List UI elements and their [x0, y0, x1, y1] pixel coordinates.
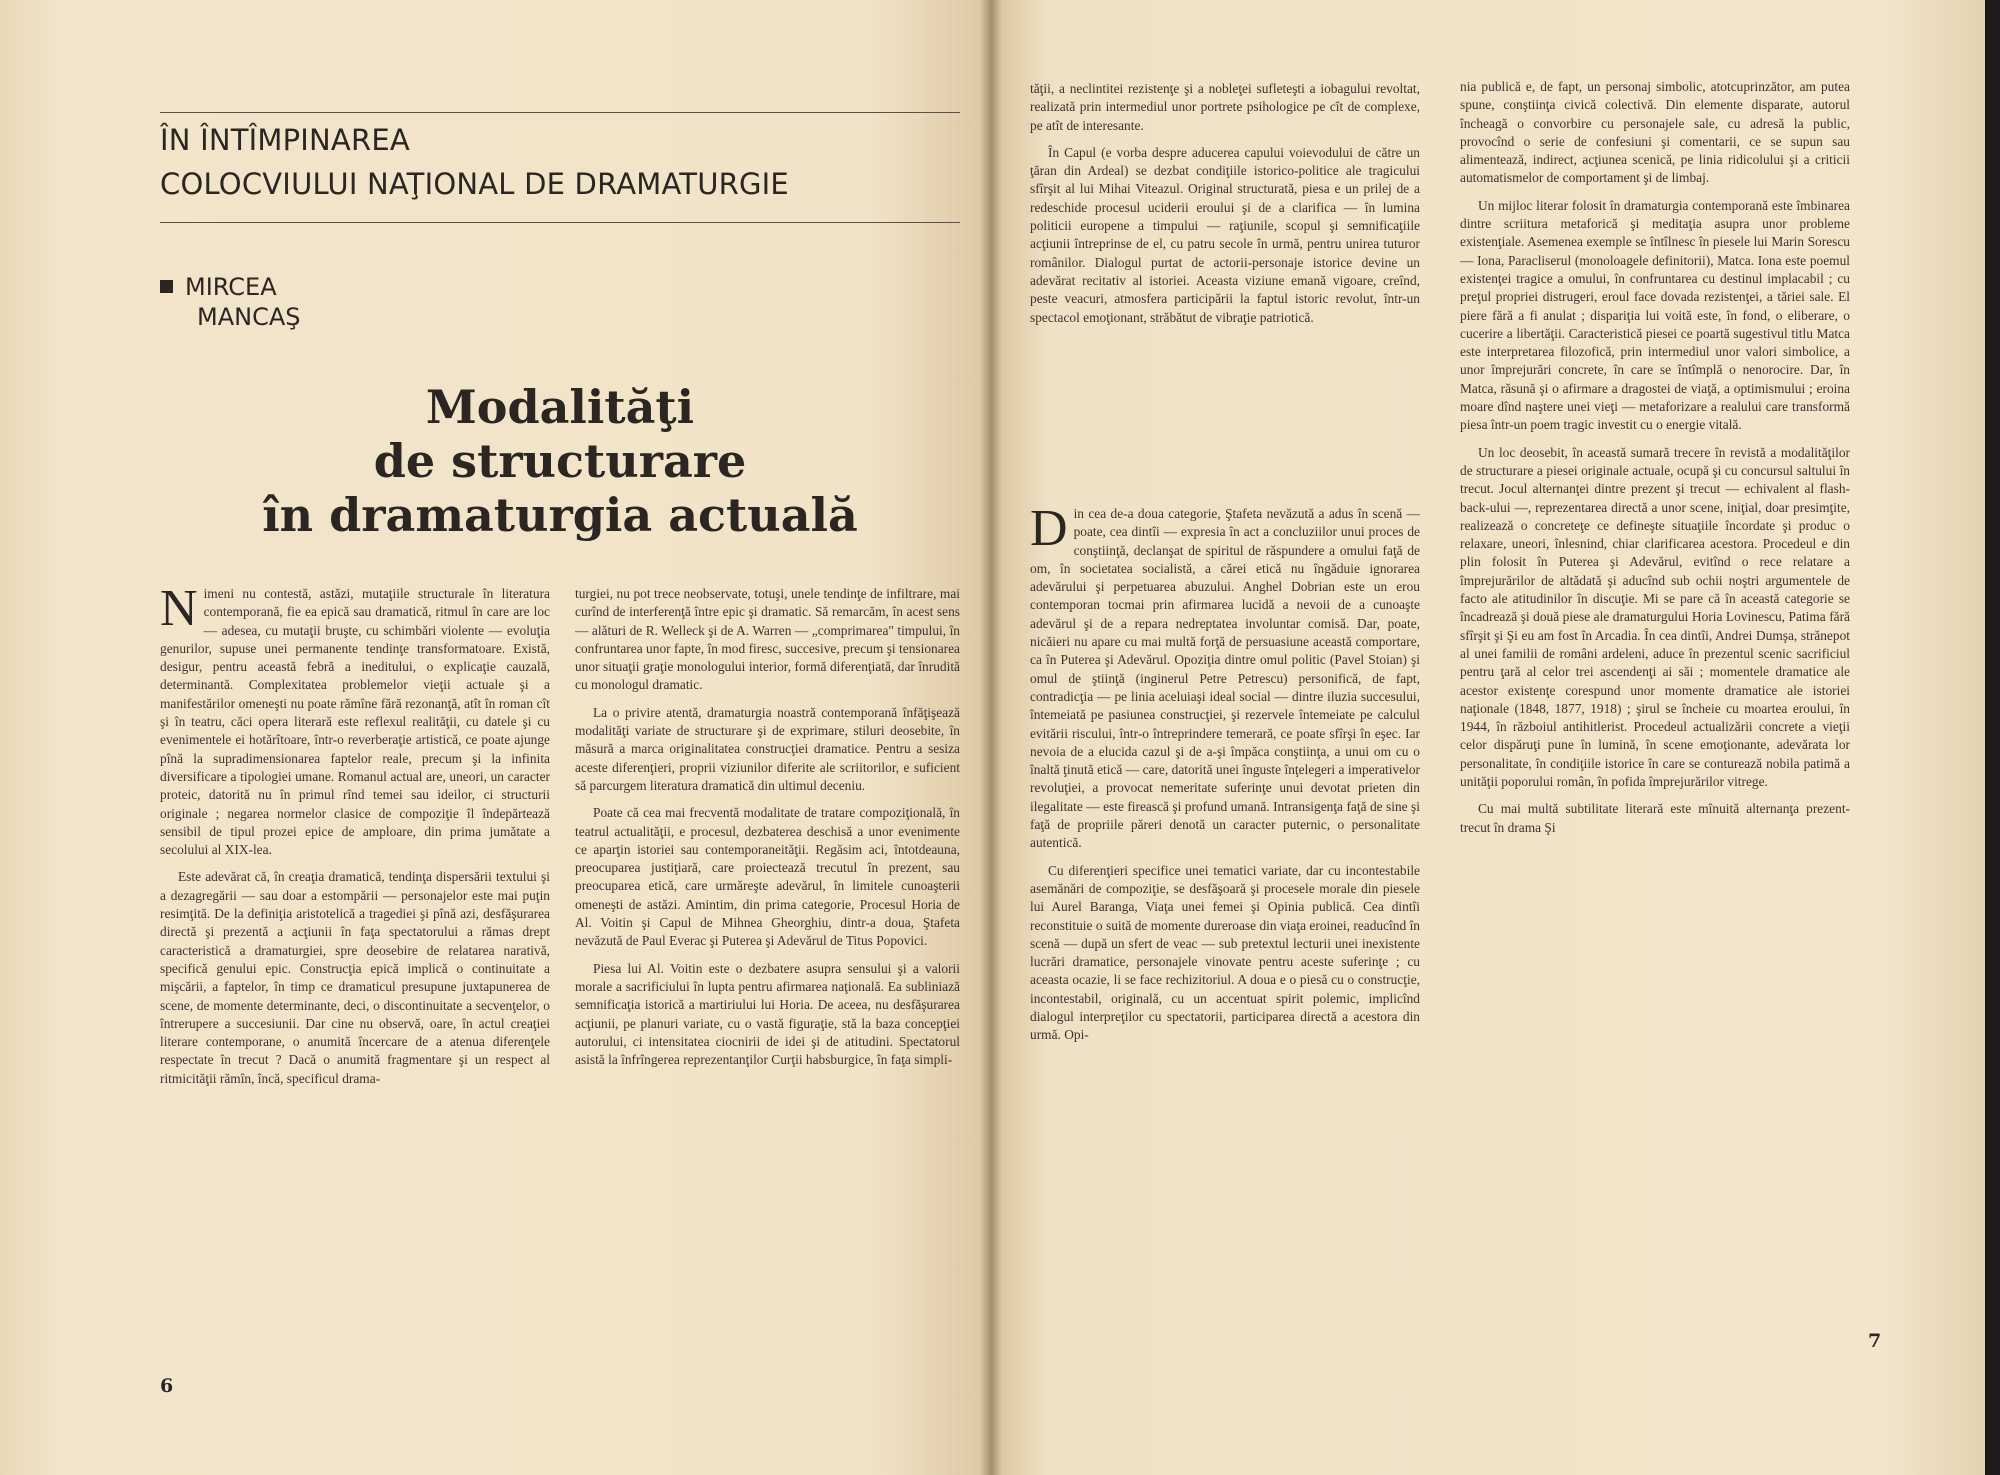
- left-page-column-1: [160, 585, 550, 1380]
- kicker-line-1: ÎN ÎNTÎMPINAREA: [160, 123, 410, 157]
- paragraph: Este adevărat că, în creaţia dramatică, tendinţa dispersării textului şi a dezagregării — sau doar a estompării — personajelor este mai puţin resimţită. De la definiţia aristotelică a tragediei şi pînă azi, desfăşurarea directă şi prezentă a acţiunii în faţa spectatorului a rămas drept caracteristică a dramaturgiei, spre deosebire de relatarea narativă, specifică genului epic. Construcţia epică implică o continuitate a mişcării, a faptelor, în timp ce dramaticul presupune juxtapunerea de scene, de momente determinante, deci, o discontinuitate a secvenţelor, o întrerupere a succesiunii. Dar cine nu observă, oare, în actul creaţiei literare contemporane, o anumită încercare de a atenua diferenţele respectate în trecut ? Dacă o anumită fragmentare şi un respect al ritmicităţii rămîn, încă, specificul drama-: [160, 869, 550, 1086]
- paragraph: La o privire atentă, dramaturgia noastră contemporană înfăţişează modalităţi variate de structurare şi de exprimare, stiluri deosebite, în măsură a marca originalitatea construcţiei dramatice. Pentru a sesiza aceste diferenţieri, proprii viziunilor diferite ale scriitorilor, e suficient să parcurgem literatura dramatică din ultimul deceniu.: [575, 704, 960, 793]
- author-last-name: MANCAŞ: [197, 303, 301, 331]
- paragraph: Nimeni nu contestă, astăzi, mutaţiile structurale în literatura contemporană, fie ea epică sau dramatică, ritmul în care are loc — adesea, cu mutaţii bruşte, cu schimbări violente — evoluţia genurilor, supuse unei permanente tendinţe transformatoare. Există, desigur, pentru această febră a ineditului, o explicaţie cauzală, determinantă. Complexitatea problemelor vieţii actuale şi a manifestărilor omeneşti nu poate rămîne fără rezonanţă, atît în roman cît şi în teatru, căci opera literară este reflexul realităţii, cu datele şi cu evenimentele ei hotărîtoare, într-o reverberaţie artistică, ce poate ajunge pînă la supradimensionarea faptelor reale, precum şi la infinita diversificare a tipologiei umane. Romanul actual are, uneori, un caracter proteic, datorită nu în primul rînd temei sau ideilor, ci structurii originale ; negarea normelor clasice de compoziţie îl îndepărtează sensibil de tipul prozei epice de amploare, din prima jumătate a secolului al XIX-lea.: [160, 585, 550, 858]
- paragraph: tăţii, a neclintitei rezistenţe şi a nobleţei sufleteşti a iobagului revoltat, realizată prin intermediul unor portrete psihologice pe cît de complexe, pe atît de interesante.: [1030, 81, 1420, 133]
- paragraph: Din cea de-a doua categorie, Ştafeta nevăzută a adus în scenă — poate, cea dintîi — expresia în act a concluziilor unui proces de conştiinţă, declanşat de spiritul de răspundere a omului faţă de om, în societatea socialistă, a cărei etică nu îngăduie ignorarea adevărului şi perpetuarea abuzului. Anghel Dobrian este un erou contemporan tocmai prin afirmarea lucidă a nevoii de a cunoaşte adevărul şi de a repara nedreptatea involuntar comisă. Dar, poate, nicăieri nu apare cu mai multă forţă de persuasiune această comportare, ca în Puterea şi Adevărul. Opoziţia dintre omul politic (Pavel Stoian) şi omul de ştiinţă (inginerul Petre Petrescu) personifică, de fapt, contradicţia — pe linia aceluiaşi ideal social — dintre iluzia succesului, întemeiată pe pasiunea construcţiei, şi rezervele întemeiate pe calculul evitării riscului, într-o întreprindere temerară, ce poate sfîrşi în eşec. Iar nevoia de a elucida cazul şi de a-şi împăca conştiinţa, a unui om cu o înaltă ţinută etică — care, datorită unei înguste înţelegeri a imperativelor revoluţiei, a provocat nemeritate suferinţe unui devotat prieten din ilegalitate — este firească şi profund umană. Intransigenţa faţă de sine şi faţă de propriile păreri denotă un caracter puternic, o personalitate autentică.: [1030, 505, 1420, 851]
- section-kicker: [160, 118, 960, 206]
- kicker-bottom-rule: [160, 222, 960, 223]
- drop-cap: N: [160, 585, 198, 637]
- author-first-name: MIRCEA: [185, 273, 277, 301]
- article-title: [160, 380, 960, 542]
- author-byline: [160, 272, 301, 332]
- page-number-right: 7: [1868, 1330, 1882, 1352]
- paragraph: nia publică e, de fapt, un personaj simbolic, atotcuprinzător, am putea spune, conştiinţa civică colectivă. Din elemente disparate, autorul încheagă o convorbire cu personajele sale, cu adresă la public, provocînd o serie de confesiuni şi comentarii, ce se supun sau alimentează, indirect, acţiunea scenică, pe linia ridicolului şi a criticii automatismelor de comportament şi de limbaj.: [1460, 79, 1850, 186]
- right-page-column-1-bottom: [1030, 505, 1420, 1415]
- page-edge: [1985, 0, 2000, 1475]
- right-page-column-2: [1460, 78, 1850, 1423]
- book-gutter: [980, 0, 1002, 1475]
- right-page: [990, 0, 1985, 1475]
- kicker-top-rule: [160, 112, 960, 113]
- title-line-1: Modalităţi: [425, 380, 695, 434]
- paragraph: În Capul (e vorba despre aducerea capului voievodului de către un ţăran din Ardeal) se dezbat condiţiile istorico-politice ale tragicului sfîrşit al lui Mihai Viteazul. Original structurată, piesa e un prilej de a redeschide procesul uciderii eroului şi de a clarifica — în lumina politicii europene a timpului — raţiunile, scopul şi semnificaţiile acţiunii întreprinse de el, cu patru secole în urmă, pentru unirea tuturor românilor. Dialogul purtat de actorii-personaje istorice devine un adevărat recitativ al istoriei. Aceasta viziune emană vigoare, creînd, peste veacuri, atmosfera participării la faptul istoric revolut, într-un spectacol emoţionant, străbătut de vibraţie patriotică.: [1030, 144, 1420, 325]
- right-page-column-1-top: [1030, 80, 1420, 500]
- paragraph: turgiei, nu pot trece neobservate, totuşi, unele tendinţe de infiltrare, mai curînd de interferenţă între epic şi dramatic. Să remarcăm, în acest sens — alături de R. Welleck şi de A. Warren — „comprimarea" timpului, în confruntarea unor fapte, în mod firesc, succesive, precum şi tensionarea unor situaţii graţie monologului interior, formă diferenţiată, dar înrudită cu monologul dramatic.: [575, 586, 960, 693]
- title-line-3: în dramaturgia actuală: [262, 488, 858, 542]
- title-line-2: de structurare: [373, 434, 747, 488]
- paragraph: Piesa lui Al. Voitin este o dezbatere asupra sensului şi a valorii morale a sacrificiului în lupta pentru afirmarea naţională. Ea subliniază semnificaţia istorică a martiriului lui Horia. De aceea, nu desfăşurarea acţiunii, pe planuri variate, cu o vastă figuraţie, stă la baza concepţiei autorului, ci intensitatea ciocnirii de idei şi de atitudini. Spectatorul asistă la înfrîngerea reprezentanţilor Curţii habsburgice, în faţa simpli-: [575, 960, 960, 1068]
- paragraph: Cu diferenţieri specifice unei tematici variate, dar cu incontestabile asemănări de compoziţie, se desfăşoară şi procesele morale din piesele lui Aurel Baranga, Viaţa unei femei şi Opinia publică. Cea dintîi reconstituie o suită de momente dureroase din viaţa eroinei, readucînd în scenă — după un sfert de veac — sub pretextul lecturii unei inexistente lucrări dramatice, personajele vinovate pentru aceste suferinţe ; cu aceasta ocazie, li se face rechizitoriul. A doua e o piesă cu o construcţie, incontestabil, originală, cu un accentuat spirit polemic, implicînd dialogul interpreţilor cu spectatorii, participarea directă a acestora din urmă. Opi-: [1030, 862, 1420, 1043]
- left-page-column-2: [575, 585, 960, 1380]
- page-number-left: 6: [160, 1375, 174, 1397]
- paragraph: Cu mai multă subtilitate literară este mînuită alternanţa prezent-trecut în drama Şi: [1460, 801, 1850, 835]
- drop-cap: D: [1030, 505, 1068, 557]
- kicker-line-2: COLOCVIULUI NAŢIONAL DE DRAMATURGIE: [160, 167, 789, 201]
- bullet-square-icon: [160, 280, 173, 293]
- left-page: [0, 0, 990, 1475]
- paragraph: Un loc deosebit, în această sumară trecere în revistă a modalităţilor de structurare a piesei originale actuale, ocupă şi cu concursul saltului în trecut. Jocul alternanţei dintre prezent şi trecut — echivalent al flash-back-ului —, reprezentarea directă a unor scene, iniţial, doar presimţite, realizează o concreteţe ce defineşte situaţiile încordate şi produc o relaxare, uneori, înlesnind, chiar clarificarea acestora. Procedeul e din plin folosit în Puterea şi Adevărul, evitînd o rece relatare a împrejurărilor de altădată şi aducînd sub ochii noştri argumentele de facto ale atitudinilor în discuţie. Mi se pare că în această categorie se încadrează şi două piese ale dramaturgului Horia Lovinescu, Patima fără sfîrşit şi Şi eu am fost în Arcadia. În cea dintîi, Andrei Dumşa, strănepot al unei familii de români ardeleni, aduce în prezentul scenic sacrificiul pentru ţară al celor trei ascendenţi ai săi ; momentele dramatice ale acestor existenţe corespund unor momente dramatice ale istoriei naţionale (1848, 1877, 1918) ; şirul se încheie cu moartea eroului, în 1944, în războiul antihitlerist. Procedeul actualizării concrete a vieţii celor dispăruţi pune în lumină, în scene emoţionante, adevărata lor personalitate, în condiţiile istorice în care se conturează nobila patimă a unităţii poporului român, în pofida împrejurărilor vitrege.: [1460, 444, 1850, 789]
- paragraph: Poate că cea mai frecventă modalitate de tratare compoziţională, în teatrul actualităţii, e procesul, dezbaterea deschisă a unor evenimente ce aparţin istoriei sau contemporaneităţii. Regăsim aci, întotdeauna, preocuparea justiţiară, care proiectează trecutul în prezent, sau preocuparea etică, care urmăreşte adevărul, în limitele cunoaşterii omeneşti de astăzi. Amintim, din prima categorie, Procesul Horia de Al. Voitin şi Capul de Mihnea Gheorghiu, dintr-a doua, Ştafeta nevăzută de Paul Everac şi Puterea şi Adevărul de Titus Popovici.: [575, 805, 960, 949]
- paragraph: Un mijloc literar folosit în dramaturgia contemporană este îmbinarea dintre scriitura metaforică şi meditaţia asupra unor probleme existenţiale. Asemenea exemple se întîlnesc în piesele lui Marin Sorescu — Iona, Paracliserul (monoloagele definitorii), Matca. Iona este poemul existenţei tragice a omului, în confruntarea cu destinul implacabil ; cu preţul propriei distrugeri, eroul face dovada rezistenţei, a tăriei sale. El piere fără a fi anulat ; dispariţia lui voită este, în fond, o eliberare, o cucerire a libertăţii. Caracteristică piesei ce poartă sugestivul titlu Matca este interpretarea filozofică, prin intermediul unor valori simbolice, a unor împrejurări concrete, în care se întîmplă o nenorocire. Dar, în Matca, răsună şi o afirmare a dragostei de viaţă, a optimismului ; eroina moare dînd naştere unei vieţi — metaforizare a realului care transformă piesa într-un poem tragic investit cu o energie vitală.: [1460, 197, 1850, 433]
